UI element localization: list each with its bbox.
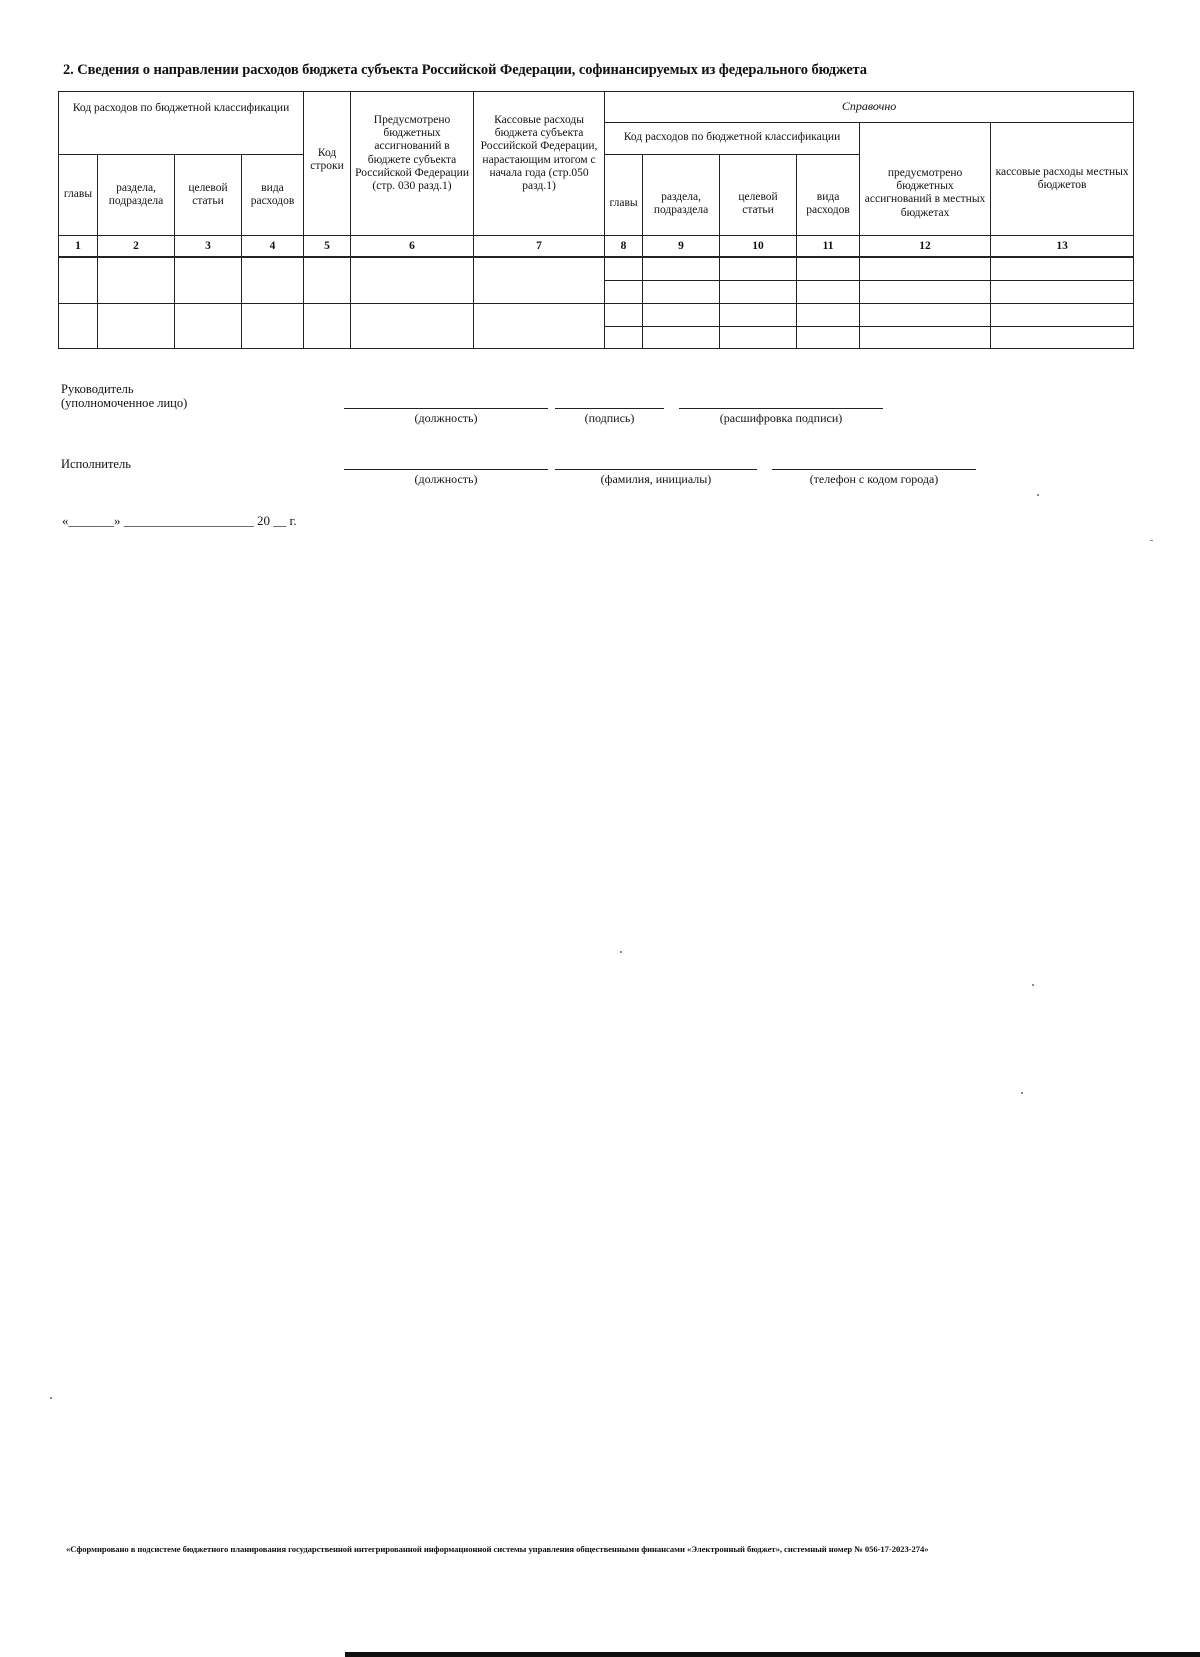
header-expense-type: вида расходов: [242, 154, 304, 235]
table-cell[interactable]: [98, 257, 175, 304]
table-cell[interactable]: [991, 304, 1134, 326]
table-cell[interactable]: [860, 257, 991, 280]
table-cell[interactable]: [59, 257, 98, 304]
head-signature-line[interactable]: [555, 408, 664, 409]
header-planned-allocations: Предусмотрено бюджетных ассигнований в бюджете субъекта Российской Федерации (стр. 030 разд.1): [351, 92, 474, 236]
header-chapter-ref: главы: [605, 154, 643, 235]
table-cell[interactable]: [720, 280, 797, 303]
header-local-cash: кассовые расходы местных бюджетов: [991, 123, 1134, 236]
table-cell[interactable]: [860, 326, 991, 348]
scan-speck: [1032, 984, 1034, 986]
scan-edge-artifact: [345, 1652, 1200, 1657]
column-number: 2: [98, 236, 175, 257]
budget-expenses-table: [58, 91, 1134, 349]
table-cell[interactable]: [720, 257, 797, 280]
head-label: [61, 382, 187, 411]
table-cell[interactable]: [797, 326, 860, 348]
head-decoding-caption: (расшифровка подписи): [719, 411, 843, 425]
scan-speck: [1150, 540, 1153, 541]
table-cell[interactable]: [643, 280, 720, 303]
header-section: раздела, подраздела: [98, 154, 175, 235]
header-target-article-ref: целевой статьи: [720, 154, 797, 235]
executor-phone-caption: (телефон с кодом города): [809, 472, 939, 486]
table-cell[interactable]: [991, 280, 1134, 303]
table-cell[interactable]: [304, 257, 351, 304]
column-number: 10: [720, 236, 797, 257]
executor-phone-line[interactable]: [772, 469, 976, 470]
column-number: 12: [860, 236, 991, 257]
scan-speck: [50, 1397, 52, 1399]
column-number: 6: [351, 236, 474, 257]
table-cell[interactable]: [605, 280, 643, 303]
scan-speck: [1021, 1092, 1023, 1094]
header-group-budget-code-right: Код расходов по бюджетной классификации: [605, 123, 860, 154]
table-cell[interactable]: [991, 326, 1134, 348]
header-reference: Справочно: [605, 92, 1134, 123]
table-cell[interactable]: [605, 304, 643, 326]
table-cell[interactable]: [98, 304, 175, 349]
head-decoding-line[interactable]: [679, 408, 883, 409]
header-group-budget-code-left: Код расходов по бюджетной классификации: [59, 92, 304, 155]
table-cell[interactable]: [797, 304, 860, 326]
table-cell[interactable]: [351, 304, 474, 349]
table-cell[interactable]: [304, 304, 351, 349]
column-number: 8: [605, 236, 643, 257]
table-cell[interactable]: [991, 257, 1134, 280]
column-number: 11: [797, 236, 860, 257]
table-cell[interactable]: [860, 280, 991, 303]
table-cell[interactable]: [797, 257, 860, 280]
column-number: 3: [175, 236, 242, 257]
column-number: 5: [304, 236, 351, 257]
table-cell[interactable]: [351, 257, 474, 304]
head-label-subtitle: (уполномоченное лицо): [61, 396, 188, 411]
table-cell[interactable]: [59, 304, 98, 349]
header-chapter: главы: [59, 154, 98, 235]
page-title: 2. Сведения о направлении расходов бюджета субъекта Российской Федерации, софинансируемых из федерального бюджета: [63, 62, 867, 78]
footer-note: «Сформировано в подсистеме бюджетного планирования государственной интегрированной информационной системы управления общественными финансами «Электронный бюджет», системный номер № 056-17-2023-274»: [66, 1544, 929, 1554]
head-position-line[interactable]: [344, 408, 548, 409]
executor-name-line[interactable]: [555, 469, 757, 470]
table-cell[interactable]: [605, 257, 643, 280]
column-number: 1: [59, 236, 98, 257]
head-label-title: Руководитель: [61, 382, 134, 396]
scan-speck: [620, 951, 622, 953]
column-number: 13: [991, 236, 1134, 257]
scan-speck: [1037, 494, 1039, 496]
table-cell[interactable]: [242, 257, 304, 304]
table-cell[interactable]: [175, 304, 242, 349]
column-number: 4: [242, 236, 304, 257]
executor-label: Исполнитель: [61, 457, 131, 471]
head-position-caption: (должность): [414, 411, 478, 425]
head-signature-caption: (подпись): [584, 411, 635, 425]
table-cell[interactable]: [474, 304, 605, 349]
table-cell[interactable]: [605, 326, 643, 348]
table-cell[interactable]: [860, 304, 991, 326]
table-cell[interactable]: [175, 257, 242, 304]
table-cell[interactable]: [242, 304, 304, 349]
column-number: 9: [643, 236, 720, 257]
column-number: 7: [474, 236, 605, 257]
header-section-ref: раздела, подраздела: [643, 154, 720, 235]
table-cell[interactable]: [643, 257, 720, 280]
table-cell[interactable]: [720, 326, 797, 348]
table-cell[interactable]: [474, 257, 605, 304]
table-cell[interactable]: [643, 304, 720, 326]
executor-position-line[interactable]: [344, 469, 548, 470]
header-row-code: Код строки: [304, 92, 351, 236]
table-cell[interactable]: [797, 280, 860, 303]
header-cash-expenses: Кассовые расходы бюджета субъекта Российской Федерации, нарастающим итогом с начала года (стр.050 разд.1): [474, 92, 605, 236]
table-cell[interactable]: [643, 326, 720, 348]
header-local-planned: предусмотрено бюджетных ассигнований в местных бюджетах: [860, 123, 991, 236]
date-line: «_______» ____________________ 20 __ г.: [62, 513, 297, 528]
executor-name-caption: (фамилия, инициалы): [600, 472, 712, 486]
executor-position-caption: (должность): [414, 472, 478, 486]
table-cell[interactable]: [720, 304, 797, 326]
header-expense-type-ref: вида расходов: [797, 154, 860, 235]
header-target-article: целевой статьи: [175, 154, 242, 235]
